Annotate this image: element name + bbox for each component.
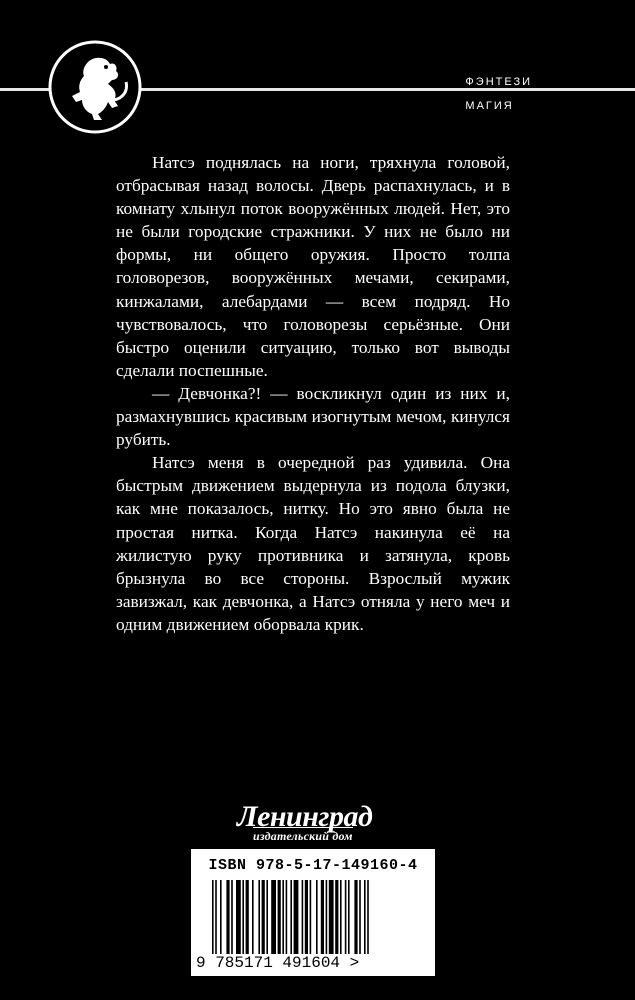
- publisher-subtitle: издательский дом: [253, 829, 353, 843]
- isbn-number: ISBN 978-5-17-149160-4: [208, 857, 418, 874]
- lion-rampant-icon: [48, 40, 142, 134]
- publisher-name: Ленинград: [237, 800, 373, 833]
- blurb-paragraph: Натсэ поднялась на ноги, тряхнула головой, отбрасывая назад волосы. Дверь распахнулась, и в комнату хлынул поток вооружённых людей. Нет, это не были городские стражники. У них не было ни формы, ни общего оружия. Просто толпа головорезов, вооружённых мечами, секирами, кинжалами, алебардами — всем подряд. Но чувствовалось, что головорезы серьёзные. Они быстро оценили ситуацию, только вот выводы сделали поспешные.: [116, 153, 510, 380]
- blurb-text: [116, 151, 510, 636]
- barcode-bars: [212, 880, 414, 958]
- blurb-paragraph: Натсэ меня в очередной раз удивила. Она быстрым движением выдернула из подола блузки, как мне показалось, нитку. Но это явно была не простая нитка. Когда Натсэ накинула её на жилистую руку противника и затянула, кровь брызнула во все стороны. Взрослый мужик завизжал, как девчонка, а Натсэ отняла у него меч и одним движением оборвала крик.: [116, 453, 510, 634]
- publisher-logo: [237, 800, 387, 846]
- genre-labels: [465, 70, 532, 118]
- barcode-digits: 9 785171 491604 >: [196, 954, 360, 972]
- genre-label: ФЭНТЕЗИ: [465, 76, 532, 88]
- genre-label: МАГИЯ: [465, 100, 514, 112]
- blurb-paragraph: — Девчонка?! — воскликнул один из них и, размахнувшись красивым изогнутым мечом, кинулся рубить.: [116, 383, 510, 450]
- barcode: [191, 849, 435, 976]
